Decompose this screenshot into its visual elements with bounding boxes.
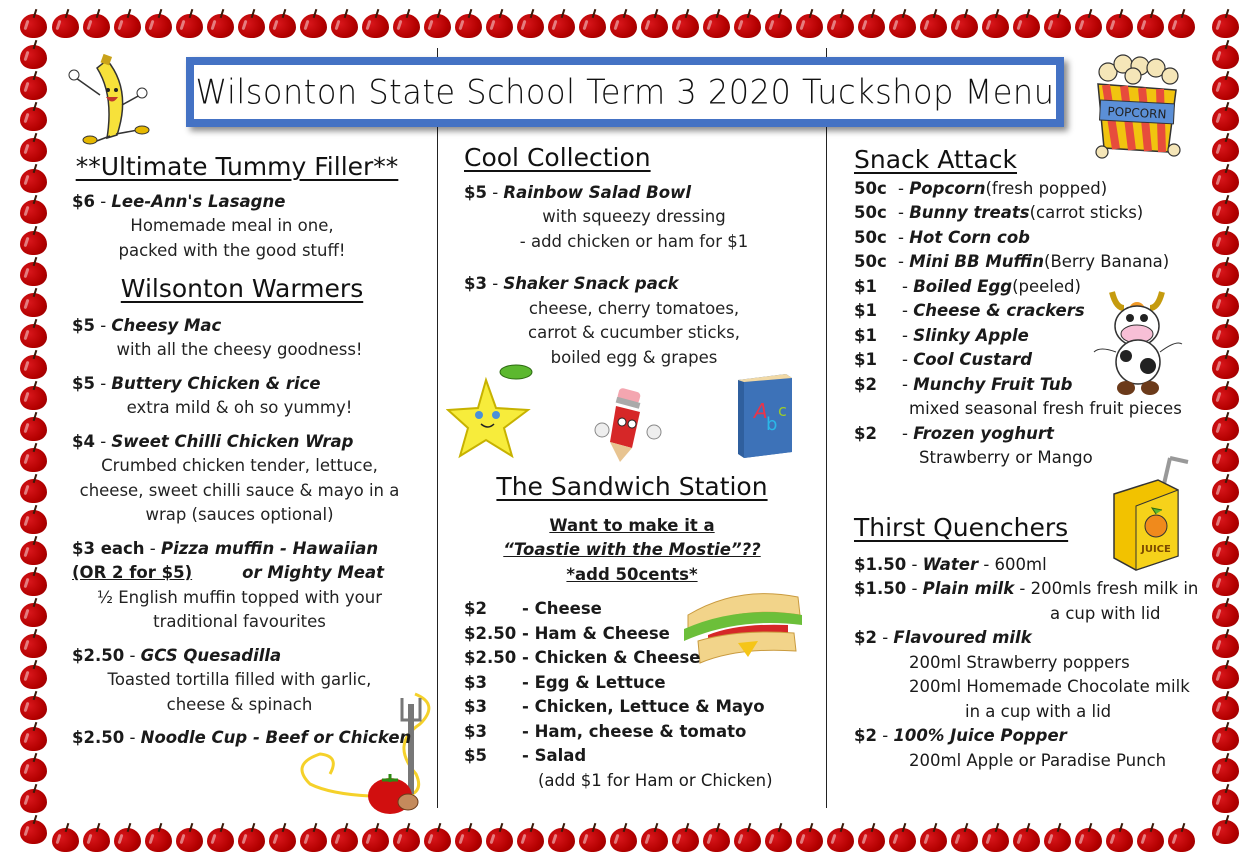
menu-item: $2.50 - Noodle Cup - Beef or Chicken: [72, 728, 412, 747]
apple-icon: [18, 194, 49, 225]
svg-text:A: A: [754, 399, 768, 423]
sandwich-item: [464, 720, 814, 745]
apple-icon: [1210, 504, 1241, 535]
section-heading-thirst-quenchers: Thirst Quenchers: [854, 513, 1069, 542]
middle-column: [464, 143, 814, 370]
apple-icon: [1210, 411, 1241, 442]
dash: -: [906, 579, 923, 598]
sandwich-item: [464, 646, 814, 671]
apple-icon: [18, 690, 49, 721]
apple-icon: [205, 822, 236, 853]
apple-icon: [18, 814, 49, 845]
apple-icon: [701, 822, 732, 853]
apple-icon: [484, 822, 515, 853]
apple-icon: [1210, 349, 1241, 380]
apple-icon: [1210, 473, 1241, 504]
apple-icon: [484, 8, 515, 39]
drink-item: [854, 553, 1199, 578]
menu-item: $5 - Rainbow Salad Bowl: [464, 182, 691, 202]
item-description: Homemade meal in one, packed with the good stuff!: [118, 216, 346, 260]
item-name: Boiled Egg: [913, 276, 1013, 296]
apple-icon: [81, 822, 112, 853]
apple-icon: [1210, 566, 1241, 597]
page-title: Wilsonton State School Term 3 2020 Tuckshop Menu: [195, 72, 1055, 112]
column-divider-2: [826, 48, 827, 808]
apple-icon: [1210, 814, 1241, 845]
price: $1.50: [854, 579, 907, 598]
section-heading-cool-collection: Cool Collection: [464, 143, 651, 172]
item-name: - Chicken, Lettuce & Mayo: [522, 697, 765, 716]
item-description: Strawberry or Mango: [919, 448, 1093, 467]
section-heading-tummy-filler: **Ultimate Tummy Filler**: [75, 152, 399, 181]
apple-icon: [18, 8, 49, 39]
item-description: extra mild & oh so yummy!: [126, 398, 353, 417]
item-name: Bunny treats: [909, 203, 1030, 222]
book-icon: [734, 372, 796, 460]
apple-icon: [980, 8, 1011, 39]
item-extra: (fresh popped): [985, 178, 1108, 198]
apple-icon: [18, 256, 49, 287]
item-extra: - 600ml: [978, 554, 1047, 574]
apple-icon: [18, 318, 49, 349]
item-name: - Egg & Lettuce: [522, 672, 666, 692]
item-extra: (Berry Banana): [1044, 252, 1170, 271]
dash: -: [902, 301, 914, 320]
snack-item: [854, 201, 1199, 226]
apple-icon: [360, 822, 391, 853]
snack-item: [854, 373, 1199, 398]
apple-icon: [1210, 597, 1241, 628]
drink-item: [854, 577, 1199, 602]
apple-icon: [81, 8, 112, 39]
apple-icon: [1210, 535, 1241, 566]
item-name: Water: [922, 554, 979, 574]
price: $3: [464, 697, 487, 716]
sandwich-section: [464, 472, 814, 793]
apple-icon: [453, 822, 484, 853]
apple-icon: [18, 566, 49, 597]
price: $2: [854, 628, 877, 647]
apple-icon: [1210, 256, 1241, 287]
apple-icon: [174, 8, 205, 39]
apple-icon: [1104, 8, 1135, 39]
item-description: cheese, cherry tomatoes, carrot & cucumber sticks, boiled egg & grapes: [528, 298, 740, 367]
item-description: 200ml Homemade Chocolate milk: [909, 677, 1190, 696]
apple-border-left: [18, 8, 49, 845]
sandwich-item: [464, 597, 814, 622]
apple-icon: [639, 822, 670, 853]
apple-icon: [453, 8, 484, 39]
apple-border-top: [50, 8, 1197, 39]
apple-icon: [18, 287, 49, 318]
item-name: Munchy Fruit Tub: [913, 374, 1073, 394]
apple-icon: [18, 752, 49, 783]
apple-icon: [1135, 8, 1166, 39]
price: $2.50: [464, 623, 517, 643]
dash: -: [898, 203, 910, 222]
section-heading-sandwich-station: The Sandwich Station: [496, 472, 768, 501]
section-heading-snack-attack: Snack Attack: [854, 145, 1018, 174]
apple-icon: [856, 8, 887, 39]
apple-icon: [1210, 380, 1241, 411]
apple-icon: [18, 70, 49, 101]
right-column: [854, 145, 1199, 471]
apple-icon: [1210, 194, 1241, 225]
star-icon: [446, 360, 536, 460]
apple-icon: [577, 822, 608, 853]
price: $1: [854, 325, 877, 345]
apple-icon: [1166, 822, 1197, 853]
apple-icon: [267, 8, 298, 39]
dash: -: [902, 423, 914, 443]
apple-icon: [18, 721, 49, 752]
apple-icon: [918, 8, 949, 39]
item-name: - Ham, cheese & tomato: [522, 721, 747, 741]
apple-icon: [18, 473, 49, 504]
apple-icon: [112, 8, 143, 39]
apple-icon: [18, 101, 49, 132]
apple-border-right: [1210, 8, 1241, 845]
title-banner: [186, 57, 1064, 127]
price: 50c: [854, 178, 887, 198]
apple-icon: [763, 822, 794, 853]
apple-icon: [112, 822, 143, 853]
apple-icon: [18, 132, 49, 163]
item-description: 200ml Strawberry poppers: [909, 652, 1130, 672]
apple-icon: [236, 822, 267, 853]
price: $1: [854, 276, 877, 296]
item-extra: (carrot sticks): [1029, 203, 1144, 222]
drinks-section: [854, 513, 1199, 773]
price: $5: [464, 746, 487, 765]
sandwich-item: [464, 695, 814, 720]
apple-icon: [329, 8, 360, 39]
apple-icon: [143, 822, 174, 853]
sandwich-note: (add $1 for Ham or Chicken): [538, 770, 773, 790]
apple-icon: [18, 504, 49, 535]
drink-item: [854, 626, 1199, 651]
apple-icon: [1011, 8, 1042, 39]
dash: -: [902, 325, 914, 345]
item-name: Cheese & crackers: [913, 301, 1085, 320]
apple-icon: [1210, 39, 1241, 70]
section-heading-warmers: Wilsonton Warmers: [120, 274, 364, 303]
apple-icon: [732, 8, 763, 39]
apple-border-bottom: [50, 822, 1197, 853]
apple-icon: [639, 8, 670, 39]
apple-icon: [18, 659, 49, 690]
dash: -: [902, 350, 914, 369]
item-description: in a cup with a lid: [965, 701, 1112, 721]
apple-icon: [1135, 822, 1166, 853]
apple-icon: [391, 822, 422, 853]
apple-icon: [50, 822, 81, 853]
apple-icon: [1011, 822, 1042, 853]
drink-item: [854, 724, 1199, 749]
apple-icon: [794, 822, 825, 853]
item-description: with all the cheesy goodness!: [116, 340, 363, 359]
price: $2.50: [464, 648, 517, 667]
snack-item: [854, 348, 1199, 373]
item-name: Slinky Apple: [913, 325, 1029, 345]
dash: -: [876, 726, 894, 745]
apple-icon: [515, 8, 546, 39]
snack-item: [854, 275, 1199, 300]
price: $3: [464, 721, 487, 741]
menu-item: $3 each - Pizza muffin - Hawaiian: [72, 538, 379, 558]
apple-icon: [143, 8, 174, 39]
apple-icon: [18, 349, 49, 380]
snack-item: [854, 422, 1199, 447]
price: $2: [854, 374, 877, 394]
dash: -: [876, 628, 894, 647]
apple-icon: [1210, 659, 1241, 690]
drink-list: [854, 553, 1199, 774]
apple-icon: [205, 8, 236, 39]
banana-icon: [62, 50, 152, 145]
snack-list: [854, 177, 1199, 471]
apple-icon: [949, 8, 980, 39]
sandwich-item: [464, 671, 814, 696]
item-name: Frozen yoghurt: [913, 423, 1054, 443]
svg-text:b: b: [766, 414, 778, 435]
svg-text:c: c: [778, 401, 787, 420]
apple-icon: [298, 8, 329, 39]
item-name: - Cheese: [522, 599, 602, 618]
price: $1: [854, 350, 877, 369]
apple-icon: [763, 8, 794, 39]
apple-icon: [949, 822, 980, 853]
item-description: ½ English muffin topped with your traditional favourites: [97, 587, 382, 631]
apple-icon: [1210, 752, 1241, 783]
apple-icon: [18, 442, 49, 473]
dash: -: [906, 554, 923, 574]
apple-icon: [515, 822, 546, 853]
item-name: Plain milk: [922, 579, 1015, 598]
apple-icon: [1042, 822, 1073, 853]
apple-icon: [1210, 783, 1241, 814]
apple-icon: [18, 225, 49, 256]
price: 50c: [854, 227, 887, 247]
column-divider-1: [437, 48, 438, 808]
item-extra: - 200mls fresh milk in: [1014, 579, 1199, 598]
apple-icon: [18, 39, 49, 70]
apple-icon: [236, 8, 267, 39]
menu-item: $3 - Shaker Snack pack: [464, 274, 679, 293]
apple-icon: [887, 8, 918, 39]
pencil-icon: [594, 382, 664, 467]
price: $2: [854, 726, 877, 745]
apple-icon: [577, 8, 608, 39]
apple-icon: [18, 411, 49, 442]
dash: -: [898, 178, 910, 198]
apple-icon: [391, 8, 422, 39]
apple-icon: [1210, 8, 1241, 39]
sandwich-list: [464, 597, 814, 769]
menu-item: $5 - Buttery Chicken & rice: [72, 373, 321, 393]
apple-icon: [267, 822, 298, 853]
apple-icon: [1210, 318, 1241, 349]
apple-icon: [18, 535, 49, 566]
menu-item: $5 - Cheesy Mac: [72, 315, 222, 335]
apple-icon: [670, 822, 701, 853]
apple-icon: [856, 822, 887, 853]
toastie-promo: Want to make it a “Toastie with the Mostie”?? *add 50cents*: [503, 515, 761, 584]
apple-icon: [608, 822, 639, 853]
apple-icon: [1210, 628, 1241, 659]
item-name: Mini BB Muffin: [909, 252, 1045, 271]
dash: -: [902, 276, 914, 296]
item-name: - Ham & Cheese: [522, 623, 670, 643]
apple-icon: [18, 163, 49, 194]
item-name: Popcorn: [909, 178, 986, 198]
item-description: 200ml Apple or Paradise Punch: [909, 750, 1167, 770]
menu-item: $4 - Sweet Chilli Chicken Wrap: [72, 431, 354, 451]
price: $1: [854, 301, 877, 320]
apple-icon: [701, 8, 732, 39]
apple-icon: [1042, 8, 1073, 39]
apple-icon: [298, 822, 329, 853]
apple-icon: [1210, 101, 1241, 132]
apple-icon: [1104, 822, 1135, 853]
snack-item: [854, 177, 1199, 202]
apple-icon: [50, 8, 81, 39]
item-name: Cool Custard: [913, 350, 1033, 369]
dash: -: [902, 374, 914, 394]
apple-icon: [825, 822, 856, 853]
item-name: - Chicken & Cheese: [522, 648, 701, 667]
apple-icon: [825, 8, 856, 39]
snack-item: [854, 250, 1199, 275]
snack-item: [854, 299, 1199, 324]
snack-item: [854, 226, 1199, 251]
apple-icon: [546, 8, 577, 39]
apple-icon: [18, 628, 49, 659]
svg-text:JUICE: JUICE: [1141, 544, 1171, 555]
item-extra: (peeled): [1012, 276, 1081, 296]
apple-icon: [887, 822, 918, 853]
price: 50c: [854, 252, 887, 271]
apple-icon: [18, 783, 49, 814]
item-name: Flavoured milk: [893, 628, 1032, 647]
apple-icon: [608, 8, 639, 39]
apple-icon: [18, 597, 49, 628]
item-description: with squeezy dressing - add chicken or ham for $1: [519, 207, 749, 251]
apple-icon: [1073, 8, 1104, 39]
left-column: [72, 152, 432, 751]
dash: -: [898, 252, 910, 271]
apple-icon: [18, 380, 49, 411]
apple-icon: [1210, 132, 1241, 163]
price: $2: [854, 423, 877, 443]
sandwich-item: [464, 622, 814, 647]
apple-icon: [360, 8, 391, 39]
apple-icon: [1210, 287, 1241, 318]
apple-icon: [422, 8, 453, 39]
apple-icon: [546, 822, 577, 853]
item-description: Crumbed chicken tender, lettuce, cheese, sweet chilli sauce & mayo in a wrap (sauces optional): [79, 456, 400, 524]
apple-icon: [1166, 8, 1197, 39]
apple-icon: [1210, 690, 1241, 721]
dash: -: [898, 227, 910, 247]
apple-icon: [1210, 70, 1241, 101]
price: $1.50: [854, 554, 907, 574]
price: $2: [464, 599, 487, 618]
apple-icon: [980, 822, 1011, 853]
menu-item-line2: (OR 2 for $5) or Mighty Meat: [72, 563, 385, 582]
snack-item: [854, 324, 1199, 349]
apple-icon: [1210, 163, 1241, 194]
apple-icon: [1210, 442, 1241, 473]
item-name: Hot Corn cob: [909, 227, 1030, 247]
item-name: - Salad: [522, 746, 587, 765]
apple-icon: [918, 822, 949, 853]
apple-icon: [174, 822, 205, 853]
item-name: 100% Juice Popper: [893, 726, 1067, 745]
apple-icon: [1210, 225, 1241, 256]
menu-item: $6 - Lee-Ann's Lasagne: [72, 191, 286, 211]
item-description: mixed seasonal fresh fruit pieces: [909, 399, 1182, 418]
item-description: Toasted tortilla filled with garlic, cheese & spinach: [107, 670, 372, 714]
price: $3: [464, 672, 487, 692]
svg-text:POPCORN: POPCORN: [1107, 104, 1167, 122]
apple-icon: [794, 8, 825, 39]
item-description: a cup with lid: [1050, 603, 1161, 623]
apple-icon: [670, 8, 701, 39]
apple-icon: [1210, 721, 1241, 752]
apple-icon: [732, 822, 763, 853]
sandwich-item: [464, 744, 814, 769]
price: 50c: [854, 203, 887, 222]
apple-icon: [422, 822, 453, 853]
apple-icon: [329, 822, 360, 853]
menu-item: $2.50 - GCS Quesadilla: [72, 645, 282, 665]
apple-icon: [1073, 822, 1104, 853]
